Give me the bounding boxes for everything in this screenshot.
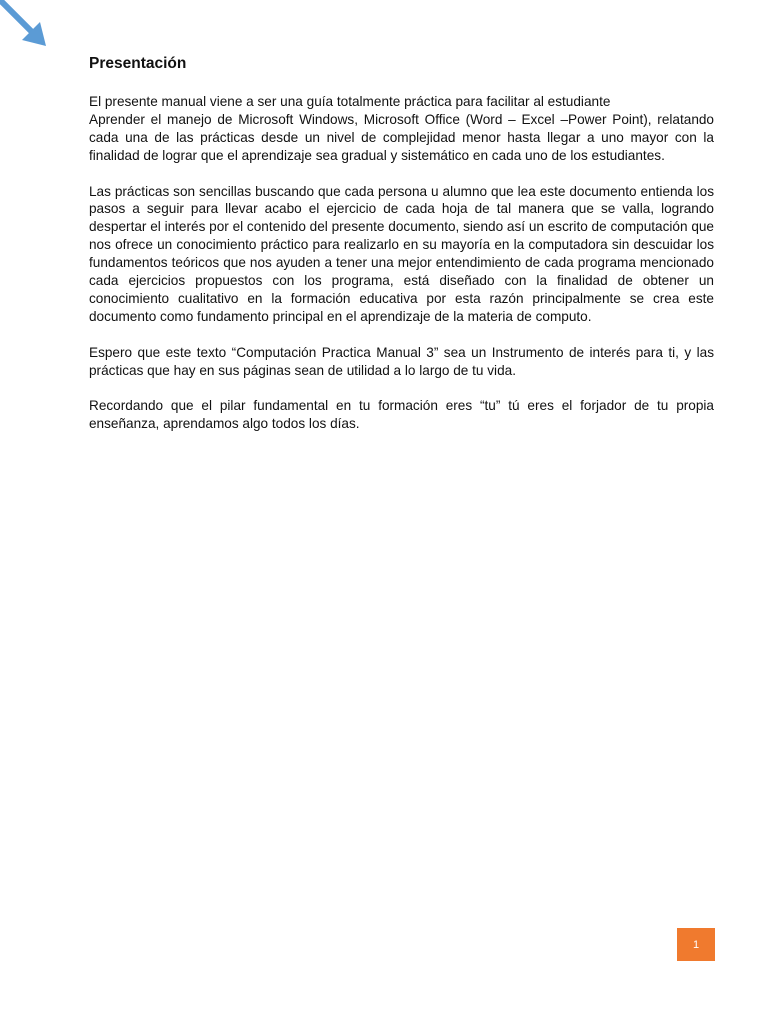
page-number-badge: 1 xyxy=(677,928,715,961)
paragraph-1-first-line: El presente manual viene a ser una guía totalmente práctica para facilitar al estudiante xyxy=(89,94,611,109)
paragraph-2: Las prácticas son sencillas buscando que cada persona u alumno que lea este documento entienda los pasos a seguir para llevar acabo el ejercicio de cada hoja de tal manera que se valla, logrando despertar el interés por el contenido del presente documento, siendo así un escrito de computación que nos ofrece un conocimiento práctico para realizarlo en su mayoría en la computadora sin descuidar los fundamentos teóricos que nos ayuden a tener una mejor entendimiento de cada programa mencionado cada ejercicios propuestos con los programa, está diseñado con la finalidad de obtener un conocimiento cualitativo en la formación educativa por esta razón principalmente se crea este documento como fundamento principal en el aprendizaje de la materia de computo. xyxy=(89,183,714,324)
document-body xyxy=(89,54,714,451)
paragraph-3: Espero que este texto “Computación Practica Manual 3” sea un Instrumento de interés para ti, y las prácticas que hay en sus páginas sean de utilidad a lo largo de tu vida. xyxy=(89,344,714,378)
paragraph-4: Recordando que el pilar fundamental en tu formación eres “tu” tú eres el forjador de tu propia enseñanza, aprendamos algo todos los días. xyxy=(89,398,714,432)
page-title: Presentación xyxy=(89,55,187,72)
arrow-down-right-icon xyxy=(0,0,50,50)
paragraph-1: Aprender el manejo de Microsoft Windows, Microsoft Office (Word – Excel –Power Point), relatando cada una de las prácticas desde un nivel de complejidad menor hasta llegar a uno mayor con la finalidad de lograr que el aprendizaje sea gradual y sistemático en cada uno de los estudiantes. xyxy=(89,111,714,163)
